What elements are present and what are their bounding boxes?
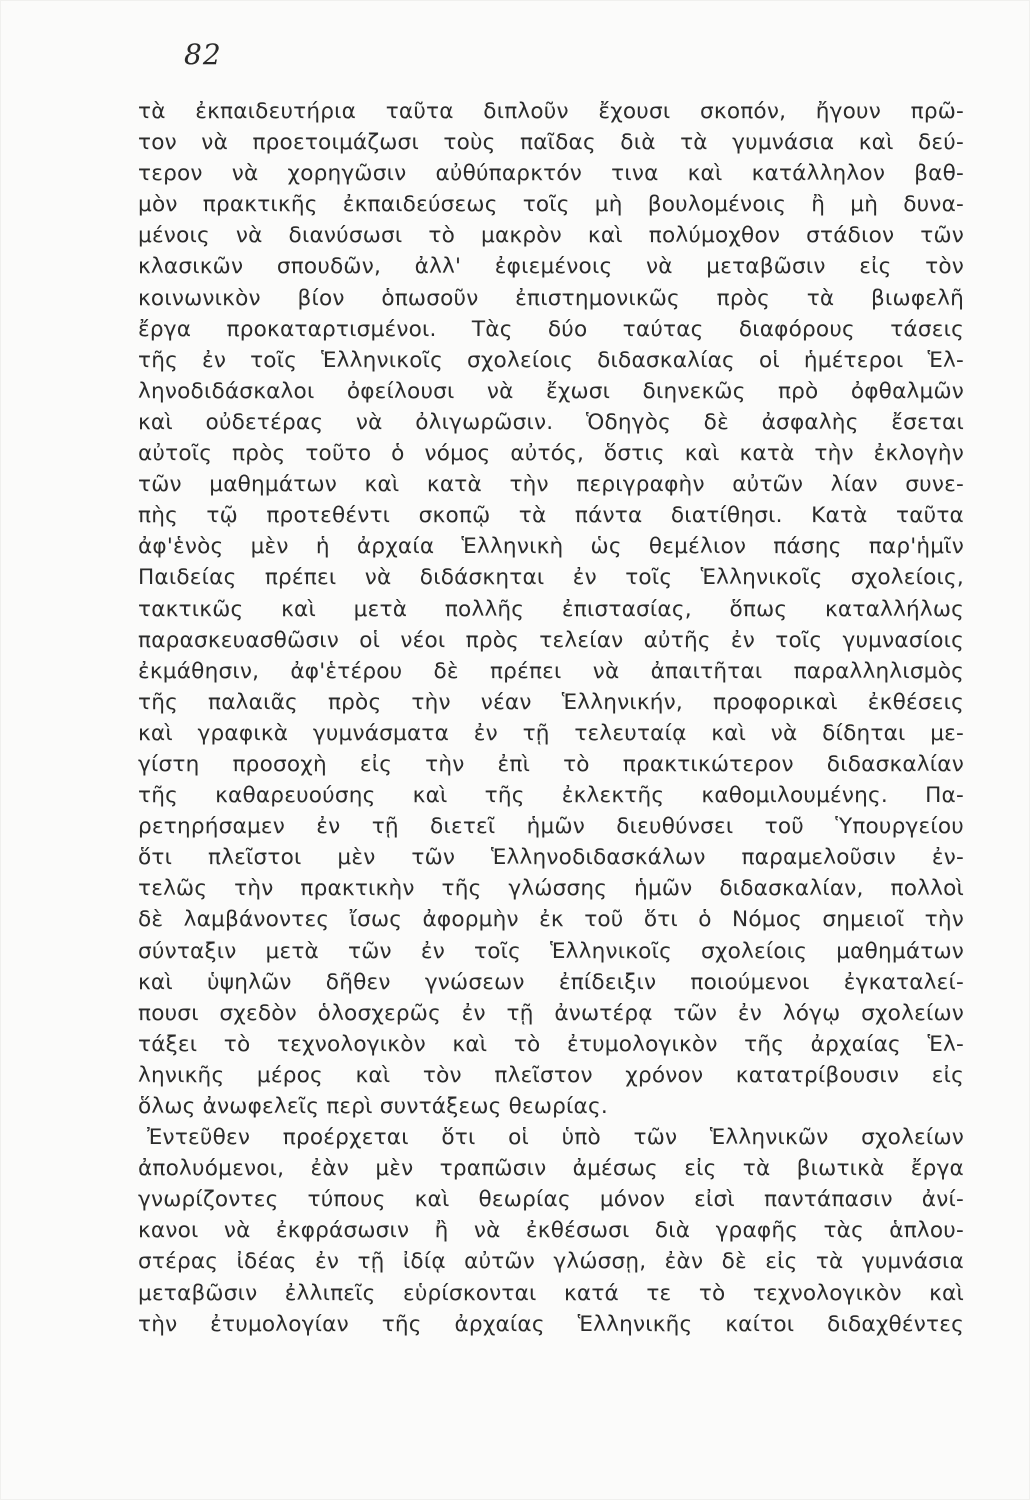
text-line: τακτικῶς καὶ μετὰ πολλῆς ἐπιστασίας, ὅπως καταλλήλως xyxy=(138,596,964,622)
text-line: ληνοδιδάσκαλοι ὀφείλουσι νὰ ἔχωσι διηνεκῶς πρὸ ὀφθαλμῶν xyxy=(138,378,964,404)
text-line: καὶ οὐδετέρας νὰ ὀλιγωρῶσιν. Ὁδηγὸς δὲ ἀσφαλὴς ἔσεται xyxy=(138,409,964,435)
text-line: τῆς παλαιᾶς πρὸς τὴν νέαν Ἑλληνικήν, προφορικαὶ ἐκθέσεις xyxy=(138,689,964,715)
body-text xyxy=(138,96,964,1340)
text-line: πὴς τῷ προτεθέντι σκοπῷ τὰ πάντα διατίθησι. Κατὰ ταῦτα xyxy=(138,503,964,529)
text-line: ὅτι πλεῖστοι μὲν τῶν Ἑλληνοδιδασκάλων παραμελοῦσιν ἐν- xyxy=(138,845,964,871)
text-line: τερον νὰ χορηγῶσιν αὐθύπαρκτόν τινα καὶ κατάλληλον βαθ- xyxy=(138,161,964,187)
text-line: τάξει τὸ τεχνολογικὸν καὶ τὸ ἐτυμολογικὸν τῆς ἀρχαίας Ἑλ- xyxy=(138,1031,964,1057)
text-line: καὶ ὑψηλῶν δῆθεν γνώσεων ἐπίδειξιν ποιούμενοι ἐγκαταλεί- xyxy=(138,969,964,995)
text-line: δὲ λαμβάνοντες ἴσως ἀφορμὴν ἐκ τοῦ ὅτι ὁ Νόμος σημειοῖ τὴν xyxy=(138,907,964,933)
text-line: τὰ ἐκπαιδευτήρια ταῦτα διπλοῦν ἔχουσι σκοπόν, ἤγουν πρῶ- xyxy=(138,99,964,124)
text-line: γνωρίζοντες τύπους καὶ θεωρίας μόνον εἰσὶ παντάπασιν ἀνί- xyxy=(138,1187,964,1213)
text-line: ρετηρήσαμεν ἐν τῇ διετεῖ ἡμῶν διευθύνσει τοῦ Ὑπουργείου xyxy=(138,814,964,840)
text-line: γίστη προσοχὴ εἰς τὴν ἐπὶ τὸ πρακτικώτερον διδασκαλίαν xyxy=(138,751,964,777)
text-line: ἀπολυόμενοι, ἐὰν μὲν τραπῶσιν ἀμέσως εἰς τὰ βιωτικὰ ἔργα xyxy=(138,1156,964,1182)
text-line: τον νὰ προετοιμάζωσι τοὺς παῖδας διὰ τὰ γυμνάσια καὶ δεύ- xyxy=(138,130,964,156)
text-line: μένοις νὰ διανύσωσι τὸ μακρὸν καὶ πολύμοχθον στάδιον τῶν xyxy=(138,223,964,249)
text-line: κλασικῶν σπουδῶν, ἀλλ' ἐφιεμένοις νὰ μεταβῶσιν εἰς τὸν xyxy=(138,254,964,280)
text-line: ἔργα προκαταρτισμένοι. Τὰς δύο ταύτας διαφόρους τάσεις xyxy=(138,316,964,342)
text-line: ληνικῆς μέρος καὶ τὸν πλεῖστον χρόνον κατατρίβουσιν εἰς xyxy=(138,1062,964,1088)
page-number: 82 xyxy=(184,38,222,71)
text-line: παρασκευασθῶσιν οἱ νέοι πρὸς τελείαν αὐτῆς ἐν τοῖς γυμνασίοις xyxy=(138,627,964,653)
text-line: τῆς καθαρευούσης καὶ τῆς ἐκλεκτῆς καθομιλουμένης. Πα- xyxy=(138,783,964,809)
text-line: αὐτοῖς πρὸς τοῦτο ὁ νόμος αὐτός, ὅστις καὶ κατὰ τὴν ἐκλογὴν xyxy=(138,441,964,467)
paragraph-end-line: ὅλως ἀνωφελεῖς περὶ συντάξεως θεωρίας. xyxy=(138,1094,608,1119)
text-line: πουσι σχεδὸν ὁλοσχερῶς ἐν τῇ ἀνωτέρᾳ τῶν ἐν λόγῳ σχολείων xyxy=(138,1000,964,1026)
text-line: καὶ γραφικὰ γυμνάσματα ἐν τῇ τελευταίᾳ καὶ νὰ δίδηται με- xyxy=(138,720,964,746)
text-line: τῆς ἐν τοῖς Ἑλληνικοῖς σχολείοις διδασκαλίας οἱ ἡμέτεροι Ἑλ- xyxy=(138,347,964,373)
paragraph-start-line: Ἐντεῦθεν προέρχεται ὅτι οἱ ὑπὸ τῶν Ἑλληνικῶν σχολείων xyxy=(147,1125,964,1151)
text-line: τῶν μαθημάτων καὶ κατὰ τὴν περιγραφὴν αὐτῶν λίαν συνε- xyxy=(138,472,964,498)
text-line: μεταβῶσιν ἐλλιπεῖς εὑρίσκονται κατά τε τὸ τεχνολογικὸν καὶ xyxy=(138,1280,964,1306)
text-line: ἐκμάθησιν, ἀφ'ἑτέρου δὲ πρέπει νὰ ἀπαιτῆται παραλληλισμὸς xyxy=(138,658,964,684)
text-line: στέρας ἰδέας ἐν τῇ ἰδίᾳ αὐτῶν γλώσσῃ, ἐὰν δὲ εἰς τὰ γυμνάσια xyxy=(138,1249,964,1275)
text-line: Παιδείας πρέπει νὰ διδάσκηται ἐν τοῖς Ἑλληνικοῖς σχολείοις, xyxy=(138,565,964,591)
text-line: τὴν ἐτυμολογίαν τῆς ἀρχαίας Ἑλληνικῆς καίτοι διδαχθέντες xyxy=(138,1311,964,1337)
text-line: ἀφ'ἑνὸς μὲν ἡ ἀρχαία Ἑλληνικὴ ὡς θεμέλιον πάσης παρ'ἡμῖν xyxy=(138,534,964,560)
text-line: τελῶς τὴν πρακτικὴν τῆς γλώσσης ἡμῶν διδασκαλίαν, πολλοὶ xyxy=(138,876,964,902)
text-line: μὸν πρακτικῆς ἐκπαιδεύσεως τοῖς μὴ βουλομένοις ἢ μὴ δυνα- xyxy=(138,192,964,218)
text-line: κανοι νὰ ἐκφράσωσιν ἢ νὰ ἐκθέσωσι διὰ γραφῆς τὰς ἁπλου- xyxy=(138,1218,964,1244)
text-line: κοινωνικὸν βίον ὁπωσοῦν ἐπιστημονικῶς πρὸς τὰ βιωφελῆ xyxy=(138,285,964,311)
text-line: σύνταξιν μετὰ τῶν ἐν τοῖς Ἑλληνικοῖς σχολείοις μαθημάτων xyxy=(138,938,964,964)
